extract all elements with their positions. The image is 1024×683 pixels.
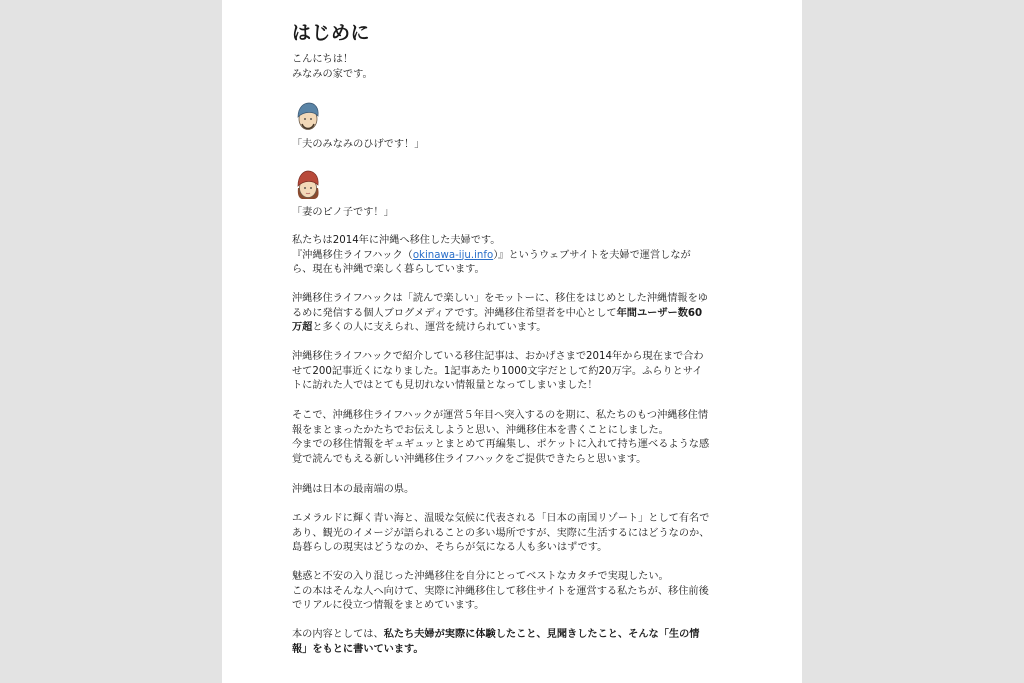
p3-line-3: トに訪れた人ではとても見切れない情報量となってしまいました！ (292, 380, 598, 392)
husband-caption: 「夫のみなみのひげです！」 (292, 139, 425, 150)
greeting-line-2: みなみの家です。 (292, 68, 373, 80)
paragraph-8 (292, 628, 700, 657)
paragraph-7 (292, 570, 709, 614)
p4-line-4: 覚で読んでもえる新しい沖縄移住ライフハックをご提供できたらと思います。 (292, 453, 647, 465)
p2-line-2-bold: 年間ユーザー数60 (616, 307, 703, 319)
p1-line-3: ら、現在も沖縄で楽しく暮らしています。 (292, 264, 485, 276)
wife-caption: 「妻のピノ子です！」 (292, 207, 394, 218)
p4-line-3: 今までの移住情報をギュギュッとまとめて再編集し、ポケットに入れて持ち運べるような感 (292, 439, 710, 451)
p2-line-1: 沖縄移住ライフハックは「読んで楽しい」をモットーに、移住をはじめとした沖縄情報をゆ (292, 293, 708, 304)
p8-line-2-bold: 報」をもとに書いています。 (292, 643, 424, 655)
husband-avatar-icon (295, 102, 321, 132)
p1-line-2b: ）』というウェブサイトを夫婦で運営しなが (493, 249, 691, 261)
paragraph-1 (292, 234, 691, 278)
p6-line-2: あり、観光のイメージが語られることの多い場所ですが、実際に生活するにはどうなのか、 (292, 527, 710, 539)
p6-line-3: 島暮らしの現実はどうなのか、そちらが気になる人も多いはずです。 (292, 542, 608, 554)
paragraph-6 (292, 512, 709, 556)
p4-line-2: 報をまとまったかたちでお伝えしようと思い、沖縄移住本を書くことにしました。 (292, 424, 669, 436)
p4-line-1: そこで、沖縄移住ライフハックが運営５年目へ突入するのを期に、私たちのもつ沖縄移住情 (292, 410, 709, 421)
paragraph-4 (292, 409, 709, 467)
wife-avatar-icon (295, 170, 321, 200)
page-title: はじめに (292, 22, 371, 44)
p8-line-1-bold: 私たち夫婦が実際に体験したこと、見聞きしたこと、そんな「生の情 (383, 629, 700, 640)
p2-line-3b: と多くの人に支えられ、運営を続けられています。 (312, 322, 547, 334)
greeting-line-1: こんにちは！ (292, 54, 354, 65)
p2-line-3-bold: 万超 (292, 322, 313, 334)
p1-line-2a: 『沖縄移住ライフハック（ (292, 249, 413, 261)
p2-line-2a: るめに発信する個人ブログメディアです。沖縄移住希望者を中心として (292, 307, 617, 319)
p3-line-2: せて200記事近くになりました。1記事あたり1000文字だとして約20万字。ふらりとサイ (292, 365, 703, 377)
p8-line-1a: 本の内容としては、 (292, 629, 384, 640)
paragraph-2 (292, 292, 708, 336)
p1-line-1: 私たちは2014年に沖縄へ移住した夫婦です。 (292, 235, 501, 246)
paragraph-5: 沖縄は日本の最南端の県。 (292, 484, 415, 495)
document-page (222, 0, 802, 683)
p3-line-1: 沖縄移住ライフハックで紹介している移住記事は、おかげさまで2014年から現在まで合わ (292, 351, 704, 362)
greeting (292, 53, 373, 82)
p6-line-1: エメラルドに輝く青い海と、温暖な気候に代表される「日本の南国リゾート」として有名で (292, 513, 710, 524)
p7-line-1: 魅惑と不安の入り混じった沖縄移住を自分にとってベストなカタチで実現したい。 (292, 571, 669, 582)
p7-line-2: この本はそんな人へ向けて、実際に沖縄移住して移住サイトを運営する私たちが、移住前後 (292, 585, 709, 597)
paragraph-3 (292, 350, 704, 394)
site-link[interactable]: okinawa-iju.info (412, 249, 494, 261)
p7-line-3: でリアルに役立つ情報をまとめています。 (292, 600, 485, 612)
